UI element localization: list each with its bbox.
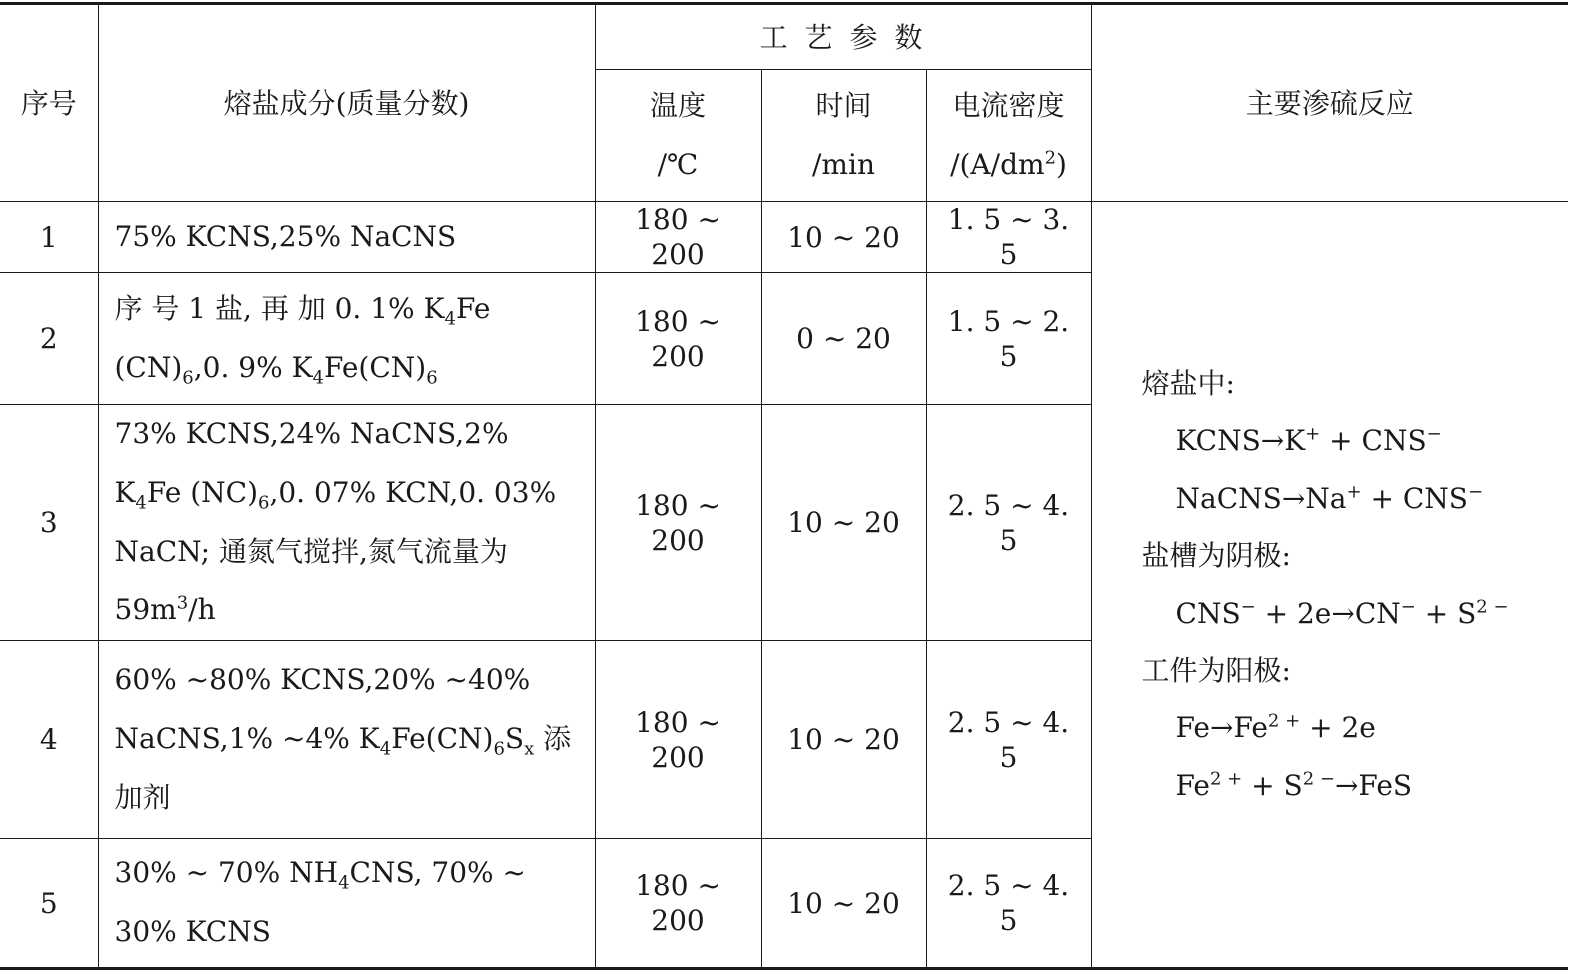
text-fragment: Fe(CN) <box>391 722 494 756</box>
header-reaction: 主要渗硫反应 <box>1091 4 1568 202</box>
text-fragment: 30% ~ 70% NH <box>114 856 339 890</box>
table-row <box>0 202 1568 273</box>
text-fragment: 6 <box>258 492 270 514</box>
text-fragment: Fe (NC) <box>146 475 259 509</box>
header-composition: 熔盐成分(质量分数) <box>98 4 595 202</box>
text-fragment: CNS, 70% ~ 30% KCNS <box>114 856 527 949</box>
cell-time: 10 ~ 20 <box>761 839 926 969</box>
text-fragment: 2 − <box>1476 596 1509 618</box>
text-fragment: →FeS <box>1334 768 1413 802</box>
text-fragment: + CNS <box>1320 424 1427 458</box>
cell-current: 1. 5 ~ 2. 5 <box>926 273 1091 405</box>
text-fragment: 4 <box>135 492 147 514</box>
text-fragment: ,0. 9% K <box>193 350 313 384</box>
header-time-unit: /min <box>812 147 875 181</box>
reaction-label <box>1142 355 1559 412</box>
text-fragment: ,0. 07% KCN,0. 03% NaCN; 通氮气搅拌,氮气流量为 59m <box>114 475 557 627</box>
text-fragment: 6 <box>493 738 505 760</box>
text-fragment: 3 <box>176 593 189 615</box>
text-fragment: x <box>524 738 535 760</box>
cell-current: 2. 5 ~ 4. 5 <box>926 641 1091 839</box>
cell-composition <box>98 273 595 405</box>
text-fragment: + 2e→CN <box>1255 596 1401 630</box>
cell-temperature: 180 ~ 200 <box>595 839 761 969</box>
text-fragment: + <box>1305 424 1321 446</box>
text-fragment: 2 + <box>1209 768 1243 790</box>
cell-seq: 2 <box>0 273 98 405</box>
text-fragment: + 2e <box>1300 711 1376 745</box>
text-fragment: 75% KCNS,25% NaCNS <box>114 219 457 253</box>
cell-seq: 4 <box>0 641 98 839</box>
text-fragment: 6 <box>182 367 194 389</box>
text-fragment: + S <box>1415 596 1477 630</box>
header-temperature-unit: /℃ <box>657 147 699 181</box>
text-fragment: 序 号 1 盐, 再 加 0. 1% K <box>114 291 445 325</box>
cell-temperature: 180 ~ 200 <box>595 405 761 641</box>
text-fragment: − <box>1426 424 1442 446</box>
text-fragment: − <box>1240 596 1256 618</box>
text-fragment: + <box>1346 481 1362 503</box>
cell-current: 1. 5 ~ 3. 5 <box>926 202 1091 273</box>
reaction-equation <box>1142 470 1559 527</box>
header-time <box>761 70 926 202</box>
text-fragment: 4 <box>338 872 350 894</box>
cell-composition <box>98 405 595 641</box>
cell-current: 2. 5 ~ 4. 5 <box>926 839 1091 969</box>
text-fragment: Fe(CN) <box>323 350 427 384</box>
cell-current: 2. 5 ~ 4. 5 <box>926 405 1091 641</box>
text-fragment: 73% KCNS,24% NaCNS,2% K <box>114 417 509 509</box>
cell-composition <box>98 641 595 839</box>
text-fragment: KCNS→K <box>1175 424 1306 458</box>
text-fragment: CNS <box>1175 596 1241 630</box>
header-temperature <box>595 70 761 202</box>
cell-composition <box>98 839 595 969</box>
reaction-label <box>1142 642 1559 699</box>
text-fragment: − <box>1400 596 1416 618</box>
composition-text <box>115 856 527 948</box>
text-fragment: 2 + <box>1267 711 1301 733</box>
text-fragment: S <box>504 722 525 756</box>
reaction-equation <box>1142 757 1559 814</box>
composition-text <box>114 291 491 389</box>
text-fragment: + S <box>1242 768 1303 802</box>
header-temperature-label: 温度 <box>649 88 706 122</box>
text-fragment: 工件为阳极: <box>1141 653 1291 687</box>
cell-temperature: 180 ~ 200 <box>595 273 761 405</box>
cell-temperature: 180 ~ 200 <box>595 202 761 273</box>
reaction-equation <box>1142 585 1559 642</box>
text-fragment: Fe <box>1175 768 1210 802</box>
cell-time: 10 ~ 20 <box>761 641 926 839</box>
text-fragment: 盐槽为阴极: <box>1141 539 1291 573</box>
header-current-density-unit: $/(A/dm^2)$ <box>950 147 1067 181</box>
composition-text <box>115 220 457 253</box>
reaction-equation <box>1142 412 1559 469</box>
reaction-cell <box>1091 202 1568 969</box>
header-current-density-label: 电流密度 <box>952 88 1065 122</box>
text-fragment: Fe→Fe <box>1175 711 1268 745</box>
composition-text <box>115 417 557 626</box>
composition-text <box>115 663 572 814</box>
text-fragment: 添加剂 <box>114 722 572 815</box>
header-process-params: 工 艺 参 数 <box>595 4 1091 70</box>
cell-seq: 1 <box>0 202 98 273</box>
cell-temperature: 180 ~ 200 <box>595 641 761 839</box>
text-fragment: 4 <box>312 367 324 389</box>
cell-time: 0 ~ 20 <box>761 273 926 405</box>
text-fragment: + CNS <box>1361 481 1468 515</box>
text-fragment: 4 <box>379 738 392 760</box>
text-fragment: 熔盐中: <box>1141 367 1235 401</box>
text-fragment: 2 − <box>1302 768 1335 790</box>
cell-seq: 5 <box>0 839 98 969</box>
cell-seq: 3 <box>0 405 98 641</box>
text-fragment: 6 <box>426 367 438 389</box>
cell-time: 10 ~ 20 <box>761 405 926 641</box>
text-fragment: NaCNS→Na <box>1175 481 1347 515</box>
cell-composition <box>98 202 595 273</box>
header-time-label: 时间 <box>815 88 872 122</box>
cell-time: 10 ~ 20 <box>761 202 926 273</box>
process-table <box>0 2 1568 970</box>
reaction-equation <box>1142 699 1559 756</box>
header-seq: 序号 <box>0 4 98 202</box>
text-fragment: − <box>1467 481 1484 503</box>
text-fragment: 60% ~80% KCNS,20% ~40% NaCNS,1% ~4% K <box>114 663 531 756</box>
text-fragment: 4 <box>444 308 456 330</box>
text-fragment: Fe (CN) <box>114 291 491 384</box>
reaction-label <box>1142 527 1559 584</box>
header-current-density <box>926 70 1091 202</box>
text-fragment: /h <box>188 593 216 627</box>
